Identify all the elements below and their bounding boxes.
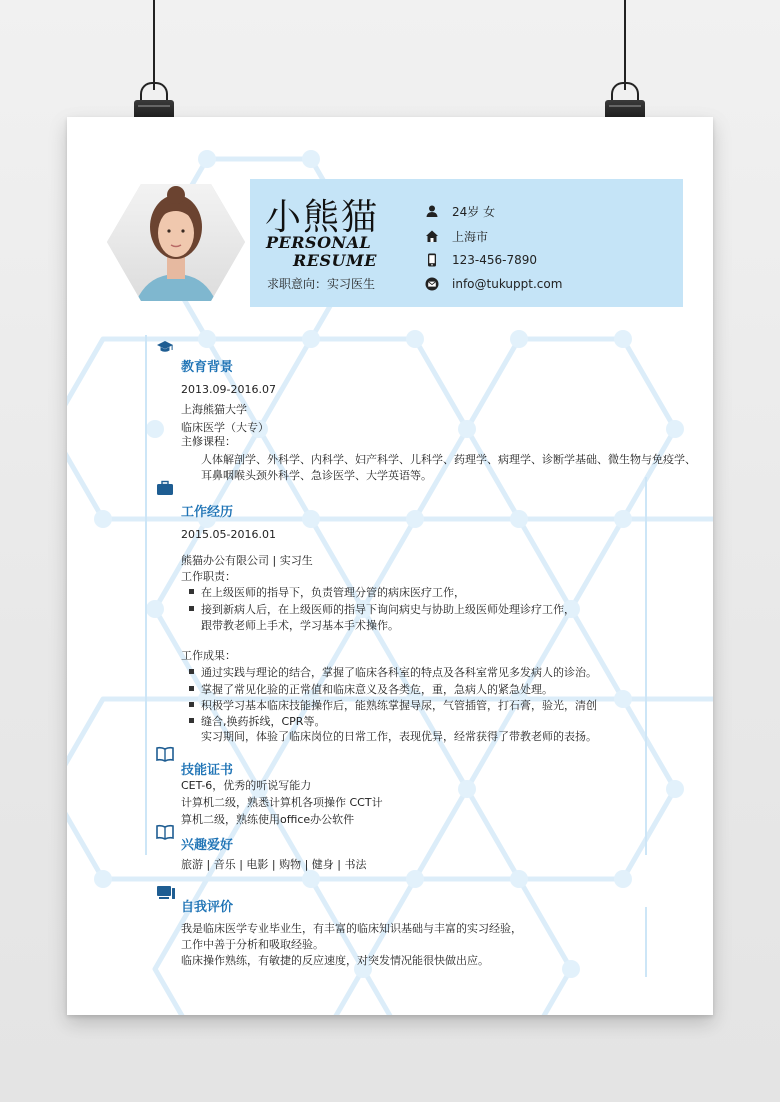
book-icon xyxy=(156,824,174,840)
education-major: 临床医学（大专） xyxy=(181,421,269,434)
education-courses-label: 主修课程： xyxy=(181,435,236,448)
education-courses-line2: 耳鼻咽喉头颈外科学、急诊医学、大学英语等。 xyxy=(201,469,432,482)
self-eval-line: 我是临床医学专业毕业生，有丰富的临床知识基础与丰富的实习经验， xyxy=(181,922,522,935)
contact-email xyxy=(425,275,562,293)
graduation-cap-icon xyxy=(156,339,174,355)
timeline-line-left xyxy=(145,335,147,855)
hanging-wire-right xyxy=(624,0,626,90)
work-duty-continuation: 跟带教老师上手术，学习基本手术操作。 xyxy=(201,619,399,632)
hanging-wire-left xyxy=(153,0,155,90)
skill-item: 算机二级，熟练使用office办公软件 xyxy=(181,813,355,826)
self-eval-line: 临床操作熟练，有敏捷的反应速度，对突发情况能很快做出应。 xyxy=(181,954,489,967)
resume-paper xyxy=(67,117,713,1015)
hobbies-title: 兴趣爱好 xyxy=(181,838,234,853)
job-intent: 求职意向：实习医生 xyxy=(267,277,376,291)
work-duty-label: 工作职责： xyxy=(181,570,236,583)
computer-icon xyxy=(156,885,176,901)
work-title: 工作经历 xyxy=(181,505,234,520)
skills-title: 技能证书 xyxy=(181,763,234,778)
person-icon xyxy=(425,204,439,218)
work-period: 2015.05-2016.01 xyxy=(181,528,276,541)
education-period: 2013.09-2016.07 xyxy=(181,383,276,396)
timeline-line-right-lower xyxy=(645,907,647,977)
work-duty-item: 在上级医师的指导下，负责管理分管的病床医疗工作， xyxy=(187,584,465,600)
briefcase-icon xyxy=(156,480,174,496)
hobbies-text: 旅游 | 音乐 | 电影 | 购物 | 健身 | 书法 xyxy=(181,858,367,871)
age-gender-value: 24岁 女 xyxy=(452,204,496,219)
self-eval-title: 自我评价 xyxy=(181,900,234,915)
work-duty-item: 接到新病人后，在上级医师的指导下询问病史与协助上级医师处理诊疗工作， xyxy=(187,601,575,617)
applicant-name: 小熊猫 xyxy=(265,197,380,238)
email-value: info@tukuppt.com xyxy=(452,277,563,291)
education-courses-line1: 人体解剖学、外科学、内科学、妇产科学、儿科学、药理学、病理学、诊断学基础、微生物与免疫学、 xyxy=(201,453,696,466)
contact-phone xyxy=(425,251,537,269)
skill-item: 计算机二级，熟悉计算机各项操作 CCT计 xyxy=(181,796,383,809)
skill-item: CET-6，优秀的听说写能力 xyxy=(181,779,312,792)
work-result-item: 通过实践与理论的结合，掌握了临床各科室的特点及各科室常见多发病人的诊治。 xyxy=(187,664,597,680)
work-result-item: 积极学习基本临床技能操作后，能熟练掌握导尿，气管插管，打石膏，验光，清创 xyxy=(187,697,597,713)
resume-title-personal: PERSONAL xyxy=(266,233,372,252)
work-result-label: 工作成果： xyxy=(181,649,236,662)
timeline-line-right xyxy=(645,477,647,855)
self-eval-line: 工作中善于分析和吸取经验。 xyxy=(181,938,324,951)
profile-photo xyxy=(105,181,247,304)
resume-title-resume: RESUME xyxy=(293,251,377,270)
phone-value: 123-456-7890 xyxy=(452,253,538,267)
education-title: 教育背景 xyxy=(181,360,234,375)
city-value: 上海市 xyxy=(452,229,489,244)
work-result-item: 缝合,换药拆线，CPR等。 xyxy=(187,713,325,729)
mail-icon xyxy=(425,277,439,291)
phone-icon xyxy=(425,253,439,267)
contact-city xyxy=(425,227,488,245)
contact-age-gender xyxy=(425,202,495,220)
education-school: 上海熊猫大学 xyxy=(181,403,247,416)
home-icon xyxy=(425,229,439,243)
work-result-item: 掌握了常见化验的正常值和临床意义及各类危，重，急病人的紧急处理。 xyxy=(187,681,553,697)
work-result-continuation: 实习期间，体验了临床岗位的日常工作，表现优异，经常获得了带教老师的表扬。 xyxy=(201,730,597,743)
book-icon xyxy=(156,746,174,762)
work-company: 熊猫办公有限公司 | 实习生 xyxy=(181,554,313,567)
